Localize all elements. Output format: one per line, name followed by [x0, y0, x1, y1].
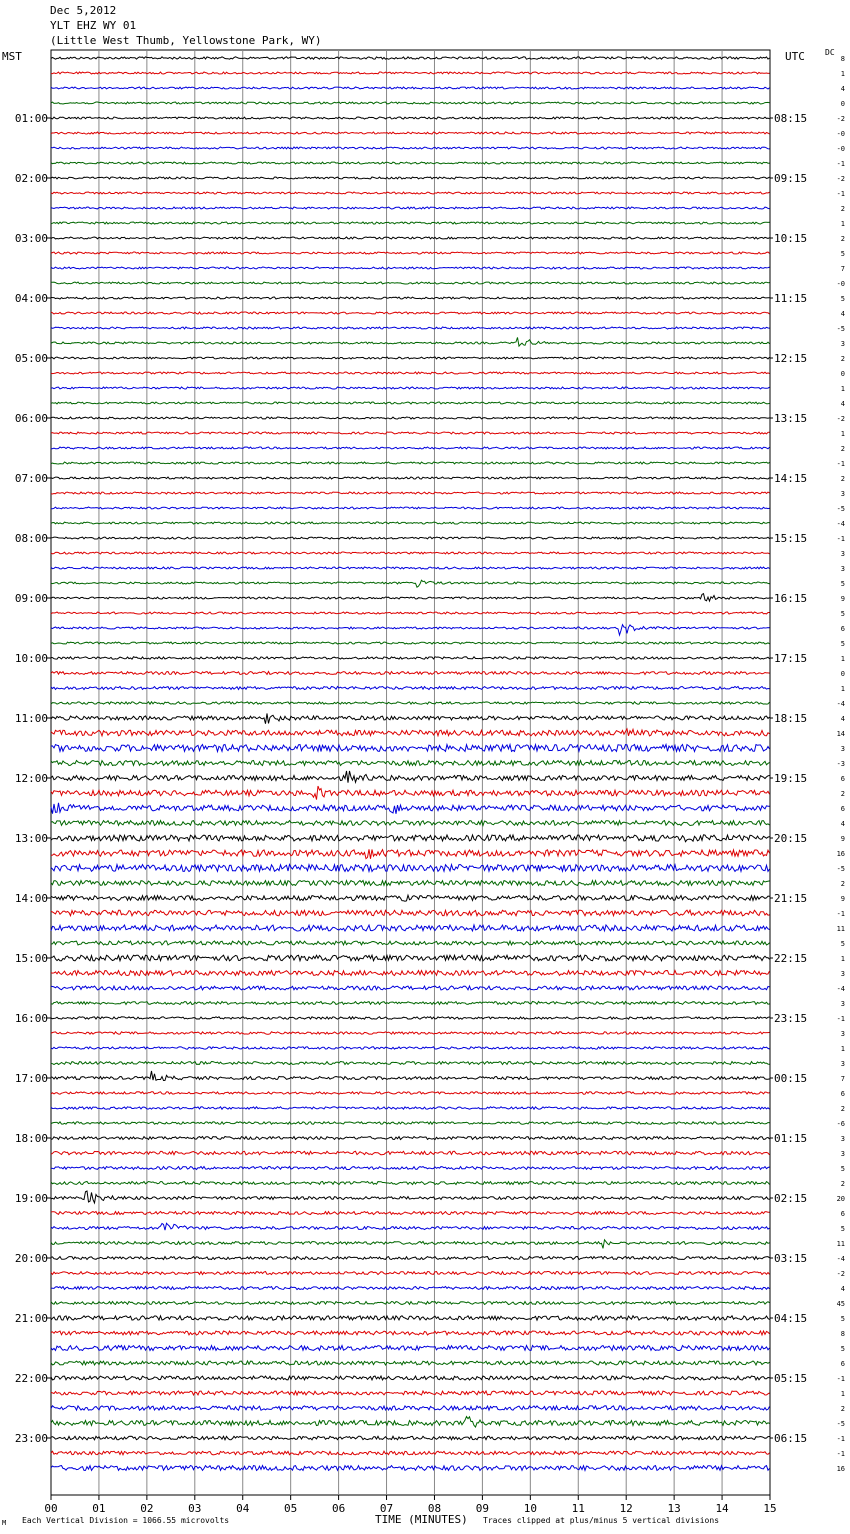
dc-offset-value: 2 [840, 445, 845, 453]
trace-row [51, 1346, 770, 1351]
dc-offset-value: 5 [840, 940, 845, 948]
dc-offset-header: DC [825, 48, 835, 57]
mst-hour-label: 13:00 [14, 832, 48, 845]
trace-row [51, 702, 770, 704]
dc-offset-value: 2 [840, 205, 845, 213]
trace-row [51, 1092, 770, 1094]
dc-offset-value: 2 [840, 1180, 845, 1188]
utc-hour-label: 13:15 [774, 412, 808, 425]
trace-row [51, 1376, 770, 1380]
dc-offset-value: 3 [840, 1150, 845, 1158]
trace-row [51, 594, 770, 601]
trace-row [51, 147, 770, 149]
x-tick-label: 11 [571, 1502, 585, 1515]
dc-offset-value: 3 [840, 745, 845, 753]
x-tick-label: 13 [667, 1502, 681, 1515]
trace-row [51, 102, 770, 104]
dc-offset-value: 1 [840, 1045, 845, 1053]
mst-hour-label: 03:00 [14, 232, 48, 245]
dc-offset-value: -0 [836, 145, 845, 153]
mst-hour-label: 06:00 [14, 412, 48, 425]
trace-row [51, 237, 770, 239]
trace-row [51, 1017, 770, 1019]
dc-offset-value: 16 [836, 1465, 845, 1473]
trace-row [51, 492, 770, 494]
trace-row [51, 657, 770, 659]
dc-offset-value: 7 [840, 265, 845, 273]
trace-row [51, 1451, 770, 1455]
mst-hour-label: 02:00 [14, 172, 48, 185]
trace-row [51, 714, 770, 724]
trace-row [51, 552, 770, 554]
dc-offset-value: 6 [840, 1360, 845, 1368]
trace-row [51, 1167, 770, 1170]
dc-offset-value: -0 [836, 130, 845, 138]
dc-offset-value: 1 [840, 1390, 845, 1398]
record-date: Dec 5,2012 [50, 4, 117, 17]
trace-row [51, 387, 770, 389]
dc-offset-value: 1 [840, 385, 845, 393]
dc-offset-value: -1 [836, 1015, 845, 1023]
trace-row [51, 1071, 770, 1081]
x-tick-label: 10 [523, 1502, 537, 1515]
trace-row [51, 132, 770, 134]
dc-offset-value: 2 [840, 475, 845, 483]
x-tick-label: 04 [236, 1502, 250, 1515]
trace-row [51, 87, 770, 89]
dc-offset-value: 4 [840, 715, 845, 723]
x-tick-label: 09 [475, 1502, 490, 1515]
trace-row [51, 955, 770, 961]
x-tick-label: 02 [140, 1502, 154, 1515]
trace-row [51, 1223, 770, 1230]
dc-offset-value: -2 [836, 1270, 845, 1278]
trace-row [51, 1002, 770, 1005]
utc-hour-label: 06:15 [774, 1432, 808, 1445]
trace-row [51, 612, 770, 614]
trace-row [51, 57, 770, 59]
dc-offset-value: 2 [840, 355, 845, 363]
trace-row [51, 162, 770, 164]
dc-offset-value: 8 [840, 1330, 845, 1338]
trace-row [51, 477, 770, 479]
station-location: (Little West Thumb, Yellowstone Park, WY) [50, 34, 322, 47]
dc-offset-value: 5 [840, 1225, 845, 1233]
trace-row [51, 1151, 770, 1155]
dc-offset-value: -1 [836, 535, 845, 543]
dc-offset-value: 4 [840, 310, 845, 318]
trace-row [51, 865, 770, 872]
trace-row [51, 222, 770, 224]
dc-offset-value: 11 [836, 925, 845, 933]
mst-hour-label: 08:00 [14, 532, 48, 545]
x-tick-label: 06 [331, 1502, 346, 1515]
trace-row [51, 1466, 770, 1471]
trace-row [51, 372, 770, 374]
dc-offset-value: 9 [840, 835, 845, 843]
trace-row [51, 522, 770, 524]
utc-hour-label: 16:15 [774, 592, 808, 605]
mst-hour-label: 22:00 [14, 1372, 48, 1385]
dc-offset-value: -3 [836, 760, 845, 768]
utc-hour-label: 00:15 [774, 1072, 808, 1085]
trace-row [51, 1047, 770, 1049]
trace-row [51, 282, 770, 284]
mst-hour-label: 16:00 [14, 1012, 48, 1025]
trace-row [51, 771, 770, 783]
dc-offset-value: 5 [840, 1345, 845, 1353]
utc-hour-label: 23:15 [774, 1012, 808, 1025]
trace-row [51, 507, 770, 509]
utc-hour-label: 22:15 [774, 952, 808, 965]
trace-row [51, 1417, 770, 1428]
dc-offset-value: -2 [836, 115, 845, 123]
plot-frame [51, 50, 770, 1495]
dc-offset-value: 5 [840, 1165, 845, 1173]
trace-row [51, 761, 770, 766]
dc-offset-value: -1 [836, 1375, 845, 1383]
dc-offset-value: 4 [840, 400, 845, 408]
trace-row [51, 117, 770, 119]
utc-hour-label: 20:15 [774, 832, 808, 845]
trace-row [51, 1191, 770, 1203]
dc-offset-value: 9 [840, 895, 845, 903]
trace-row [51, 462, 770, 464]
dc-offset-value: 0 [840, 370, 845, 378]
trace-row [51, 1257, 770, 1260]
mst-hour-label: 19:00 [14, 1192, 48, 1205]
trace-row [51, 803, 770, 814]
right-timezone-label: UTC [785, 50, 805, 63]
utc-hour-label: 18:15 [774, 712, 808, 725]
dc-offset-value: 4 [840, 85, 845, 93]
dc-offset-value: 8 [840, 55, 845, 63]
trace-row [51, 687, 770, 690]
dc-offset-value: 45 [836, 1300, 845, 1308]
dc-offset-value: -1 [836, 460, 845, 468]
dc-offset-value: 5 [840, 580, 845, 588]
trace-row [51, 821, 770, 826]
dc-offset-value: -4 [836, 985, 845, 993]
dc-offset-value: -1 [836, 1435, 845, 1443]
utc-hour-label: 11:15 [774, 292, 808, 305]
x-tick-label: 08 [427, 1502, 442, 1515]
dc-offset-value: -2 [836, 175, 845, 183]
trace-row [51, 849, 770, 859]
mst-hour-label: 05:00 [14, 352, 48, 365]
trace-row [51, 786, 770, 800]
dc-offset-value: -5 [836, 325, 845, 333]
station-code: YLT EHZ WY 01 [50, 19, 137, 32]
left-timezone-label: MST [2, 50, 22, 63]
trace-row [51, 447, 770, 449]
dc-offset-value: -1 [836, 160, 845, 168]
trace-row [51, 1331, 770, 1335]
trace-row [51, 1137, 770, 1140]
trace-row [51, 971, 770, 976]
trace-row [51, 881, 770, 886]
x-tick-label: 14 [715, 1502, 729, 1515]
mst-hour-label: 15:00 [14, 952, 48, 965]
utc-hour-label: 02:15 [774, 1192, 808, 1205]
trace-row [51, 1361, 770, 1365]
mst-hour-label: 07:00 [14, 472, 48, 485]
utc-hour-label: 09:15 [774, 172, 808, 185]
trace-row [51, 729, 770, 736]
utc-hour-label: 21:15 [774, 892, 808, 905]
trace-row [51, 1316, 770, 1320]
dc-offset-value: 6 [840, 1090, 845, 1098]
trace-row [51, 1122, 770, 1124]
dc-offset-value: 2 [840, 235, 845, 243]
x-axis-title: TIME (MINUTES) [375, 1513, 468, 1526]
dc-offset-value: -6 [836, 1120, 845, 1128]
trace-row [51, 986, 770, 990]
dc-offset-value: 3 [840, 340, 845, 348]
trace-row [51, 192, 770, 194]
clip-note: Traces clipped at plus/minus 5 vertical divisions [483, 1516, 720, 1525]
dc-offset-value: 1 [840, 220, 845, 228]
trace-row [51, 925, 770, 931]
dc-offset-value: 0 [840, 670, 845, 678]
utc-hour-label: 04:15 [774, 1312, 808, 1325]
dc-offset-value: -0 [836, 280, 845, 288]
x-tick-label: 03 [188, 1502, 202, 1515]
dc-offset-value: 9 [840, 595, 845, 603]
dc-offset-value: -5 [836, 1420, 845, 1428]
dc-offset-value: 20 [836, 1195, 845, 1203]
mst-hour-label: 20:00 [14, 1252, 48, 1265]
dc-offset-value: -2 [836, 415, 845, 423]
dc-offset-value: 5 [840, 640, 845, 648]
utc-hour-label: 08:15 [774, 112, 808, 125]
trace-row [51, 402, 770, 404]
trace-row [51, 1182, 770, 1185]
trace-row [51, 672, 770, 675]
dc-offset-value: -1 [836, 910, 845, 918]
dc-offset-value: 3 [840, 1000, 845, 1008]
trace-row [51, 941, 770, 945]
dc-offset-value: 3 [840, 1030, 845, 1038]
trace-row [51, 910, 770, 916]
dc-offset-value: -4 [836, 700, 845, 708]
trace-row [51, 1302, 770, 1305]
trace-row [51, 567, 770, 569]
x-tick-label: 05 [284, 1502, 298, 1515]
trace-row [51, 177, 770, 179]
x-tick-label: 12 [619, 1502, 633, 1515]
dc-offset-value: 3 [840, 550, 845, 558]
utc-hour-label: 10:15 [774, 232, 808, 245]
utc-hour-label: 03:15 [774, 1252, 808, 1265]
mst-hour-label: 18:00 [14, 1132, 48, 1145]
mst-hour-label: 10:00 [14, 652, 48, 665]
trace-row [51, 835, 770, 842]
dc-offset-value: 4 [840, 1285, 845, 1293]
dc-offset-value: 5 [840, 1315, 845, 1323]
dc-offset-value: 1 [840, 685, 845, 693]
trace-row [51, 357, 770, 359]
dc-offset-value: 1 [840, 655, 845, 663]
utc-hour-label: 17:15 [774, 652, 808, 665]
trace-row [51, 1062, 770, 1065]
x-tick-label: 07 [379, 1502, 394, 1515]
dc-offset-value: -5 [836, 505, 845, 513]
dc-offset-value: 1 [840, 955, 845, 963]
dc-offset-value: 1 [840, 430, 845, 438]
utc-hour-label: 05:15 [774, 1372, 808, 1385]
mst-hour-label: 21:00 [14, 1312, 48, 1325]
x-tick-label: 01 [92, 1502, 106, 1515]
dc-offset-value: 6 [840, 625, 845, 633]
dc-offset-value: 3 [840, 970, 845, 978]
trace-row [51, 580, 770, 587]
trace-row [51, 432, 770, 434]
trace-row [51, 312, 770, 314]
trace-row [51, 337, 770, 346]
mst-hour-label: 12:00 [14, 772, 48, 785]
trace-row [51, 1240, 770, 1249]
mst-hour-label: 17:00 [14, 1072, 48, 1085]
utc-hour-label: 15:15 [774, 532, 808, 545]
dc-offset-value: 3 [840, 490, 845, 498]
trace-row [51, 537, 770, 539]
dc-offset-value: 2 [840, 790, 845, 798]
mst-hour-label: 11:00 [14, 712, 48, 725]
trace-row [51, 267, 770, 269]
trace-row [51, 1391, 770, 1395]
trace-row [51, 1212, 770, 1215]
dc-offset-value: 5 [840, 250, 845, 258]
trace-row [51, 327, 770, 329]
dc-offset-value: 6 [840, 775, 845, 783]
trace-row [51, 1107, 770, 1109]
trace-row [51, 297, 770, 299]
mst-hour-label: 04:00 [14, 292, 48, 305]
dc-offset-value: 5 [840, 295, 845, 303]
trace-row [51, 1287, 770, 1290]
dc-offset-value: 0 [840, 100, 845, 108]
dc-offset-value: -4 [836, 1255, 845, 1263]
trace-row [51, 895, 770, 901]
dc-offset-value: 2 [840, 1405, 845, 1413]
trace-row [51, 252, 770, 254]
dc-offset-value: 2 [840, 1105, 845, 1113]
trace-row [51, 1436, 770, 1440]
dc-offset-value: 6 [840, 805, 845, 813]
mst-hour-label: 01:00 [14, 112, 48, 125]
dc-offset-value: 4 [840, 820, 845, 828]
trace-row [51, 745, 770, 752]
dc-offset-value: -1 [836, 190, 845, 198]
dc-offset-value: 16 [836, 850, 845, 858]
dc-offset-value: 6 [840, 1210, 845, 1218]
dc-offset-value: -4 [836, 520, 845, 528]
dc-offset-value: 3 [840, 565, 845, 573]
dc-offset-value: -5 [836, 865, 845, 873]
mst-hour-label: 14:00 [14, 892, 48, 905]
utc-hour-label: 14:15 [774, 472, 808, 485]
dc-offset-value: 5 [840, 610, 845, 618]
x-tick-label: 00 [44, 1502, 58, 1515]
trace-row [51, 1406, 770, 1410]
utc-hour-label: 01:15 [774, 1132, 808, 1145]
corner-mark: M [2, 1519, 7, 1527]
dc-offset-value: 7 [840, 1075, 845, 1083]
trace-row [51, 625, 770, 635]
dc-offset-value: 11 [836, 1240, 845, 1248]
trace-row [51, 1272, 770, 1275]
scale-note: Each Vertical Division = 1066.55 microvolts [22, 1516, 230, 1525]
utc-hour-label: 12:15 [774, 352, 808, 365]
trace-row [51, 72, 770, 74]
mst-hour-label: 09:00 [14, 592, 48, 605]
trace-row [51, 417, 770, 419]
trace-row [51, 642, 770, 644]
dc-offset-value: 3 [840, 1135, 845, 1143]
x-tick-label: 15 [763, 1502, 777, 1515]
dc-offset-value: 3 [840, 1060, 845, 1068]
dc-offset-value: 1 [840, 70, 845, 78]
dc-offset-value: 2 [840, 880, 845, 888]
trace-row [51, 207, 770, 209]
dc-offset-value: 14 [836, 730, 845, 738]
dc-offset-value: -1 [836, 1450, 845, 1458]
mst-hour-label: 23:00 [14, 1432, 48, 1445]
utc-hour-label: 19:15 [774, 772, 808, 785]
trace-row [51, 1032, 770, 1034]
